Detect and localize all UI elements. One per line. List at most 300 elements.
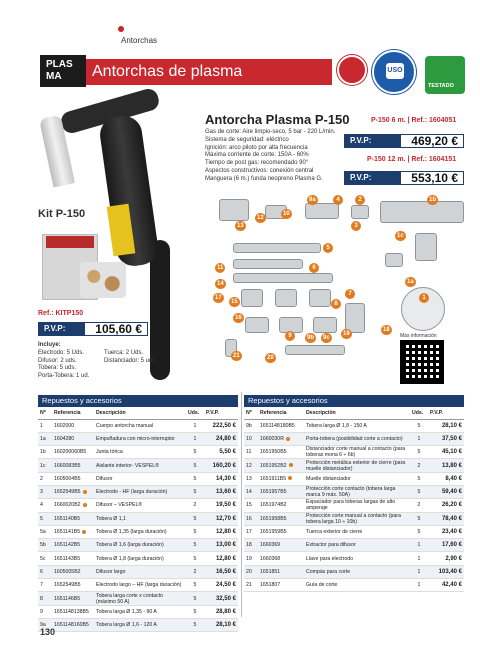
row-units: [410, 446, 428, 459]
row-reference: [258, 579, 304, 592]
left-parts-table: [38, 408, 238, 632]
row-reference-text: 1651950B5: [260, 449, 287, 456]
row-reference: [258, 565, 304, 578]
right-parts-table: [244, 408, 464, 592]
row-price-text: 32,50 €: [215, 595, 236, 602]
row-units: [186, 592, 204, 605]
row-number-text: 1b: [40, 449, 46, 456]
kit-includes-left: [38, 350, 89, 380]
row-description: [94, 565, 186, 578]
row-units: [186, 472, 204, 485]
row-price-text: 8,40 €: [445, 475, 462, 482]
table-header-row: [244, 408, 464, 419]
kit-include-item: Tuerca: 2 Uds.: [104, 350, 144, 356]
row-price-text: 19,50 €: [215, 502, 236, 509]
row-units: [410, 525, 428, 538]
row-price: [428, 539, 464, 552]
table-row: [244, 552, 464, 565]
row-units-text: 5: [193, 529, 197, 536]
row-price-text: 12,80 €: [215, 555, 236, 562]
row-units-text: 5: [193, 582, 197, 589]
row-description: [94, 459, 186, 472]
row-description: [94, 446, 186, 459]
garantia-badge-icon: [337, 55, 367, 85]
table-row: [38, 579, 238, 592]
row-reference: [258, 419, 304, 432]
row-price: [204, 472, 238, 485]
row-units-text: 2: [417, 502, 421, 509]
row-number: [38, 446, 52, 459]
row-units: [186, 446, 204, 459]
row-number: [38, 499, 52, 512]
row-units: [410, 432, 428, 445]
row-units-text: 5: [417, 515, 421, 522]
table-row: [244, 432, 464, 445]
row-number-text: 13: [246, 475, 252, 482]
row-number-text: 2: [40, 475, 43, 482]
row-price: [428, 472, 464, 485]
row-number: [38, 512, 52, 525]
row-price-text: 28,10 €: [215, 622, 236, 629]
table-row: [38, 432, 238, 445]
row-number: [38, 459, 52, 472]
row-units-text: 5: [193, 489, 197, 496]
table-row: [244, 459, 464, 472]
row-price: [204, 485, 238, 498]
row-reference: [52, 472, 94, 485]
col-desc: Descripción: [94, 408, 186, 419]
row-reference: [52, 512, 94, 525]
part-image: [380, 201, 464, 223]
row-number: [244, 446, 258, 459]
row-number-text: 6: [40, 568, 43, 575]
row-units: [186, 485, 204, 498]
row-price-text: 12,80 €: [215, 529, 236, 536]
row-price: [204, 618, 238, 631]
new-item-dot-icon: [83, 503, 87, 507]
row-number-text: 18: [246, 542, 252, 549]
uso-badge-label: USO: [386, 63, 404, 79]
row-price: [204, 539, 238, 552]
section-box-line-2: MA: [46, 71, 62, 82]
row-reference-text: 160200060B5: [54, 449, 87, 456]
row-number-text: 9a: [40, 622, 46, 629]
row-price: [204, 459, 238, 472]
kit-ref: Ref.: KITP150: [38, 310, 84, 317]
brand-dot-icon: [118, 26, 124, 32]
row-price: [428, 446, 464, 459]
row-description: [94, 525, 186, 538]
row-number: [244, 579, 258, 592]
row-reference: [258, 446, 304, 459]
part-tag: 2: [355, 195, 365, 205]
row-price-text: 12,70 €: [215, 515, 236, 522]
part-image: [305, 203, 339, 219]
col-uds: Uds.: [186, 408, 204, 419]
row-reference-text: 1651141B5: [54, 529, 81, 536]
row-units: [410, 552, 428, 565]
col-ref: Referencia: [52, 408, 94, 419]
row-description: [304, 432, 410, 445]
qr-code-icon[interactable]: [400, 340, 444, 384]
table-header-row: [38, 408, 238, 419]
part-tag: 15: [231, 299, 238, 305]
row-price: [428, 432, 464, 445]
row-reference: [52, 485, 94, 498]
row-number: [244, 565, 258, 578]
row-description: [304, 459, 410, 472]
row-description: [304, 499, 410, 512]
row-number: [244, 459, 258, 472]
row-reference: [258, 525, 304, 538]
guide-image: [285, 345, 345, 355]
row-units: [186, 579, 204, 592]
part-tag: 17: [215, 295, 222, 301]
row-price: [204, 552, 238, 565]
row-number: [244, 525, 258, 538]
row-price: [428, 552, 464, 565]
row-description: [94, 552, 186, 565]
row-units: [410, 565, 428, 578]
row-description: [304, 472, 410, 485]
part-image: [313, 317, 337, 333]
new-item-dot-icon: [83, 490, 87, 494]
part-image: [241, 289, 263, 307]
qr-label: Más información: [400, 333, 437, 339]
part-tag: 12: [257, 215, 264, 221]
row-price-text: 26,20 €: [441, 502, 462, 509]
row-reference: [258, 432, 304, 445]
row-number: [38, 592, 52, 605]
row-description: [304, 525, 410, 538]
row-description-text: Aislante interior- VESPEL®: [96, 462, 159, 469]
part-tag: 10: [283, 211, 290, 217]
row-description-text: Junta tórica: [96, 449, 123, 456]
row-description-text: Porta-tobera (posibilidad corte a contacto): [306, 435, 403, 442]
row-description-text: Guía de corte: [306, 582, 338, 589]
row-description-text: Tobera larga Ø 1,6 - 120 A: [96, 622, 157, 629]
row-price-text: 103,40 €: [438, 568, 462, 575]
row-price: [204, 499, 238, 512]
table-row: [244, 485, 464, 498]
col-pvp: P.V.P.: [428, 408, 464, 419]
row-units-text: 1: [417, 555, 421, 562]
row-reference: [52, 552, 94, 565]
part-image: [233, 273, 333, 283]
table-row: [38, 459, 238, 472]
row-units-text: 5: [193, 449, 197, 456]
row-number: [38, 419, 52, 432]
part-tag: 21: [233, 353, 240, 359]
row-description: [304, 552, 410, 565]
row-number: [244, 432, 258, 445]
row-description-text: Difusor – VESPEL®: [96, 502, 143, 509]
row-number-text: 1c: [40, 462, 46, 469]
row-description-text: Difusor: [96, 475, 113, 482]
part-tag: 3: [351, 221, 361, 231]
table-row: [38, 446, 238, 459]
row-description: [304, 565, 410, 578]
kit-pvp-label: P.V.P:: [38, 322, 84, 336]
row-number: [38, 605, 52, 618]
col-n: Nº: [244, 408, 258, 419]
kit-include-item: Porta-Tobera: 1 ud.: [38, 372, 90, 379]
row-reference-text: 1652549B5: [54, 489, 81, 496]
row-price: [428, 579, 464, 592]
table-row: [38, 512, 238, 525]
row-price-text: 13,80 €: [441, 462, 462, 469]
row-number-text: 1a: [40, 435, 46, 442]
row-reference: [52, 459, 94, 472]
row-description-text: Distanciador corte manual a contacto (para toberas mona 6 ÷ 6b): [306, 446, 406, 459]
part-tag: 11: [217, 265, 224, 271]
table-row: [38, 472, 238, 485]
table-row: [38, 592, 238, 605]
page-number: 130: [40, 627, 56, 637]
row-description-text: Difusor largo: [96, 568, 126, 575]
row-units: [186, 419, 204, 432]
row-units-text: 5: [193, 555, 197, 562]
row-number-text: 14: [246, 489, 252, 496]
row-description-text: Tobera Ø 1,35 (larga duración): [96, 529, 167, 536]
part-image: [351, 205, 369, 219]
row-reference-text: 1651957B5: [260, 489, 287, 496]
row-description: [304, 512, 410, 525]
part-image: [233, 259, 303, 269]
part-tag: 8: [331, 299, 341, 309]
row-number: [38, 485, 52, 498]
row-units-text: 1: [417, 582, 421, 589]
row-reference: [52, 618, 94, 631]
row-reference-text: 1651807: [260, 582, 281, 589]
row-units: [186, 432, 204, 445]
row-price-text: 14,30 €: [215, 475, 236, 482]
row-price: [428, 485, 464, 498]
row-reference-text: 1651959B5: [260, 529, 287, 536]
kit-parts-image: [80, 262, 126, 298]
row-reference-text: 1651148138B5: [54, 608, 89, 615]
kit-bag-label-image: [46, 236, 94, 248]
row-price: [204, 592, 238, 605]
row-price-text: 17,60 €: [441, 542, 462, 549]
row-description-text: Tobera Ø 1,8 (larga duración): [96, 555, 164, 562]
row-number-text: 19: [246, 555, 252, 562]
row-reference: [52, 592, 94, 605]
table-row: [38, 539, 238, 552]
part-tag: 1b: [429, 197, 437, 203]
row-reference-text: 1651958B5: [260, 515, 287, 522]
row-reference: [258, 499, 304, 512]
row-description-text: Llave para electrodo: [306, 555, 354, 562]
row-price: [204, 446, 238, 459]
spec-line: Aspectos constructivos: conexión central: [205, 167, 314, 174]
table-row: [38, 552, 238, 565]
row-price-text: 222,50 €: [212, 422, 236, 429]
row-price: [204, 565, 238, 578]
row-price-text: 59,40 €: [441, 489, 462, 496]
table-row: [244, 472, 464, 485]
row-reference-text: 1604280: [54, 435, 75, 442]
spec-line: Tiempo de post gas: recomendado 90°: [205, 160, 309, 167]
table-row: [38, 499, 238, 512]
row-units: [410, 472, 428, 485]
row-description: [304, 485, 410, 498]
variant-ref-12m: P-150 12 m. | Ref.: 1604151: [367, 156, 457, 163]
row-number-text: 11: [246, 449, 252, 456]
part-image: [233, 243, 321, 253]
row-reference: [52, 446, 94, 459]
new-item-dot-icon: [288, 476, 292, 480]
row-reference-text: 1651148180B5: [260, 422, 295, 429]
row-number: [244, 485, 258, 498]
row-number-text: 12: [246, 462, 252, 469]
row-description-text: Tobera larga Ø 1,8 - 150 A: [306, 422, 367, 429]
row-units: [410, 539, 428, 552]
row-reference-text: 1602000: [54, 422, 75, 429]
row-number: [38, 525, 52, 538]
part-tag: 9a: [309, 197, 316, 203]
row-description: [94, 419, 186, 432]
table-row: [244, 512, 464, 525]
row-units: [410, 419, 428, 432]
row-reference: [258, 485, 304, 498]
row-description: [304, 446, 410, 459]
new-item-dot-icon: [289, 463, 293, 467]
row-reference-text: 1652549B5: [54, 582, 81, 589]
row-price-text: 24,50 €: [215, 582, 236, 589]
row-units: [410, 512, 428, 525]
row-price: [428, 565, 464, 578]
row-number-text: 16: [246, 515, 252, 522]
table-row: [38, 419, 238, 432]
row-reference-text: 1651146B5: [54, 595, 81, 602]
row-units: [186, 499, 204, 512]
row-reference: [52, 579, 94, 592]
row-description: [94, 618, 186, 631]
part-tag: 5: [323, 243, 333, 253]
row-units-text: 1: [193, 422, 197, 429]
row-reference-text: 1651142B5: [54, 542, 81, 549]
kit-price: 105,60 €: [84, 322, 148, 336]
row-units-text: 5: [193, 622, 197, 629]
kit-includes-right: [104, 350, 157, 365]
row-reference: [52, 432, 94, 445]
row-description-text: Tobera larga corte x contacto (máximo 50 A): [96, 592, 163, 605]
table-row: [244, 525, 464, 538]
part-tag: 7: [345, 289, 355, 299]
row-units-text: 5: [193, 542, 197, 549]
row-number-text: 3: [40, 489, 43, 496]
row-description-text: Muelle distanciador: [306, 475, 351, 482]
row-number-text: 5b: [40, 542, 46, 549]
row-number-text: 21: [246, 582, 252, 589]
row-price: [428, 512, 464, 525]
row-number-text: 10: [246, 435, 252, 442]
row-reference-text: 1651911B5: [260, 475, 287, 482]
row-reference: [258, 459, 304, 472]
row-units: [410, 579, 428, 592]
row-number-text: 5c: [40, 555, 46, 562]
row-description-text: Tobera larga Ø 1,35 - 90 A: [96, 608, 157, 615]
row-reference-text: 1651851: [260, 568, 281, 575]
table-row: [244, 419, 464, 432]
row-units-text: 5: [193, 515, 197, 522]
row-reference-text: 1651974B2: [260, 502, 287, 509]
part-image: [219, 199, 249, 221]
row-units-text: 5: [417, 422, 421, 429]
row-units-text: 1: [417, 435, 421, 442]
row-number-text: 9: [40, 608, 43, 615]
row-units-text: 2: [193, 568, 197, 575]
row-description-text: Tuerca exterior de cierre: [306, 529, 363, 536]
row-units: [186, 618, 204, 631]
table-row: [38, 618, 238, 631]
kit-includes-label: Incluye:: [38, 342, 61, 348]
row-price-text: 42,40 €: [441, 582, 462, 589]
product-title: Antorcha Plasma P-150: [205, 112, 350, 127]
part-tag: 19: [343, 331, 350, 337]
table-row: [38, 565, 238, 578]
category-label: Antorchas: [121, 36, 158, 45]
row-reference: [52, 525, 94, 538]
table-row: [244, 539, 464, 552]
row-description-text: Electrodo largo – HF (larga duración): [96, 582, 182, 589]
row-price-text: 13,00 €: [215, 542, 236, 549]
spec-line: Máxima corriente de corte: 150A - 60%: [205, 152, 309, 159]
row-description: [94, 499, 186, 512]
row-reference-text: 1660083B5: [54, 462, 81, 469]
row-units: [410, 485, 428, 498]
table-row: [38, 605, 238, 618]
row-price-text: 28,10 €: [441, 422, 462, 429]
row-units-text: 5: [193, 475, 197, 482]
page-title: Antorchas de plasma: [92, 63, 243, 80]
row-reference-text: 1660030R: [260, 435, 284, 442]
row-description: [94, 472, 186, 485]
row-units-text: 5: [193, 595, 197, 602]
row-number-text: 9b: [246, 422, 252, 429]
row-units: [186, 525, 204, 538]
row-number: [38, 432, 52, 445]
table-row: [38, 485, 238, 498]
row-number: [244, 552, 258, 565]
row-description-text: Compás para corte: [306, 568, 351, 575]
row-description-text: Tobera Ø 1,1: [96, 515, 126, 522]
row-reference: [52, 539, 94, 552]
row-reference-text: 1605004B5: [54, 475, 81, 482]
spec-line: Gas de corte: Aire limpio-seco, 5 bar - 220 L/min.: [205, 129, 336, 135]
part-tag: 14: [217, 281, 224, 287]
row-reference-text: 1660368: [260, 555, 281, 562]
part-image: [245, 317, 269, 333]
table-row: [244, 579, 464, 592]
row-number-text: 15: [246, 502, 252, 509]
row-reference-text: 1651143B5: [54, 555, 81, 562]
row-units-text: 1: [417, 542, 421, 549]
row-price: [204, 419, 238, 432]
part-tag: 20: [267, 355, 274, 361]
row-price-text: 23,40 €: [441, 529, 462, 536]
row-price-text: 37,50 €: [441, 435, 462, 442]
part-tag: 1a: [407, 279, 414, 285]
row-description-text: Cuerpo antorcha manual: [96, 422, 154, 429]
kit-title: Kit P-150: [38, 208, 86, 220]
kit-include-item: Distanciador: 5 uds.: [104, 357, 158, 364]
row-price-text: 13,60 €: [215, 489, 236, 496]
row-description: [304, 579, 410, 592]
row-units: [410, 499, 428, 512]
section-box-line-1: PLAS: [46, 59, 73, 70]
